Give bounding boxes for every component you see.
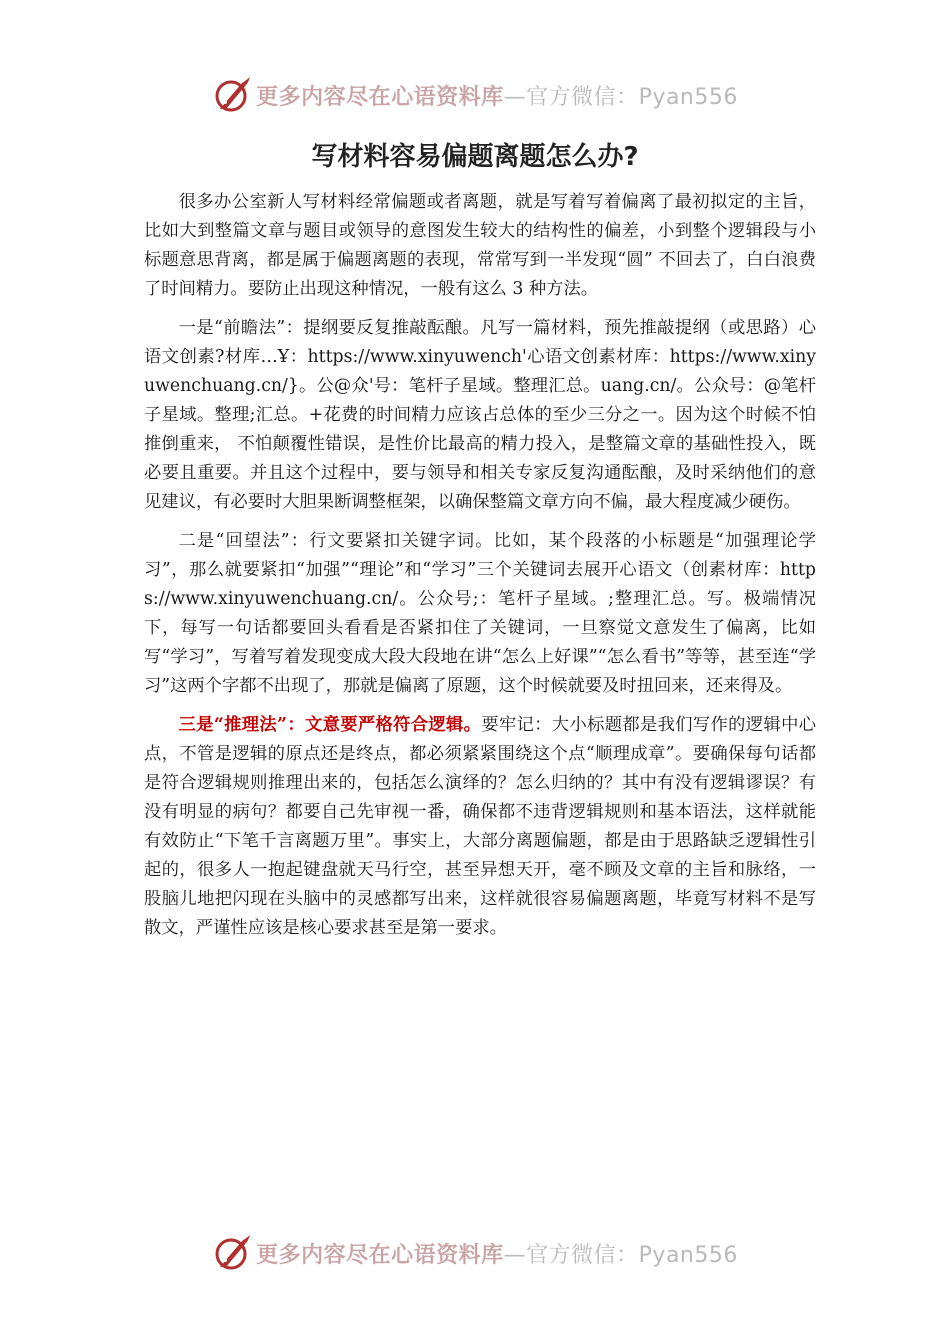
- banner-dash: —: [503, 84, 527, 110]
- method-3-heading: 三是“推理法”：文意要严格符合逻辑。: [178, 715, 482, 735]
- header-banner: [0, 70, 950, 120]
- paragraph-method-1: 一是“前瞻法”：提纲要反复推敲酝酿。凡写一篇材料，预先推敲提纲（或思路）心语文创素?材库…Ұ：https://www.xinyuwench'心语文创素材库：https://www.xinyuwenchuang.cn/}。公@众'号：笔杆子星域。整理汇总。uang.cn/。公众号：@笔杆子星域。整理;汇总。+花费的时间精力应该占总体的至少三分之一。因为这个时候不怕推倒重来， 不怕颠覆性错误，是性价比最高的精力投入，是整篇文章的基础性投入，既必要且重要。并且这个过程中，要与领导和相关专家反复沟通酝酿，及时采纳他们的意见建议，有必要时大胆果断调整框架，以确保整篇文章方向不偏，最大程度减少硬伤。: [144, 318, 816, 512]
- quill-pen-logo-icon: [212, 75, 252, 115]
- footer-banner: [0, 1228, 950, 1278]
- banner-main: 更多内容尽在心语资料库: [256, 1242, 504, 1268]
- banner-text: [256, 80, 738, 111]
- method-3-body: 要牢记：大小标题都是我们写作的逻辑中心点，不管是逻辑的原点还是终点，都必须紧紧围绕这个点“顺理成章”。要确保每句话都是符合逻辑规则推理出来的，包括怎么演绎的？怎么归纳的？其中有没有逻辑谬误？有没有明显的病句？都要自己先审视一番，确保都不违背逻辑规则和基本语法，这样就能有效防止“下笔千言离题万里”。事实上，大部分离题偏题，都是由于思路缺乏逻辑性引起的，很多人一抱起键盘就天马行空，甚至异想天开，毫不顾及文章的主旨和脉络，一股脑儿地把闪现在头脑中的灵感都写出来，这样就很容易偏题离题，毕竟写材料不是写散文，严谨性应该是核心要求甚至是第一要求。: [144, 715, 816, 938]
- banner-main: 更多内容尽在心语资料库: [256, 84, 504, 110]
- document-title: 写材料容易偏题离题怎么办?: [311, 142, 639, 172]
- banner-wechat: 官方微信：Pyan556: [526, 84, 738, 110]
- paragraph-method-2: 二是“回望法”：行文要紧扣关键字词。比如，某个段落的小标题是“加强理论学习”，那么就要紧扣“加强”“理论”和“学习”三个关键词去展开心语文（创素材库：https://www.xinyuwenchuang.cn/。公众号;：笔杆子星域。;整理汇总。写。极端情况下，每写一句话都要回头看看是否紧扣住了关键词，一旦察觉文意发生了偏离，比如写“学习”，写着写着发现变成大段大段地在讲“怎么上好课”“怎么看书”等等，甚至连“学习”这两个字都不出现了，那就是偏离了原题，这个时候就要及时扭回来，还来得及。: [144, 531, 816, 696]
- banner-dash: —: [503, 1242, 527, 1268]
- document-body: [144, 188, 816, 953]
- paragraph-method-3: [144, 711, 816, 943]
- banner-text: [256, 1238, 738, 1269]
- banner-wechat: 官方微信：Pyan556: [526, 1242, 738, 1268]
- quill-pen-logo-icon: [212, 1233, 252, 1273]
- paragraph-intro: 很多办公室新人写材料经常偏题或者离题，就是写着写着偏离了最初拟定的主旨，比如大到整篇文章与题目或领导的意图发生较大的结构性的偏差，小到整个逻辑段与小标题意思背离，都是属于偏题离题的表现，常常写到一半发现“圆” 不回去了，白白浪费了时间精力。要防止出现这种情况，一般有这么 3 种方法。: [144, 192, 816, 299]
